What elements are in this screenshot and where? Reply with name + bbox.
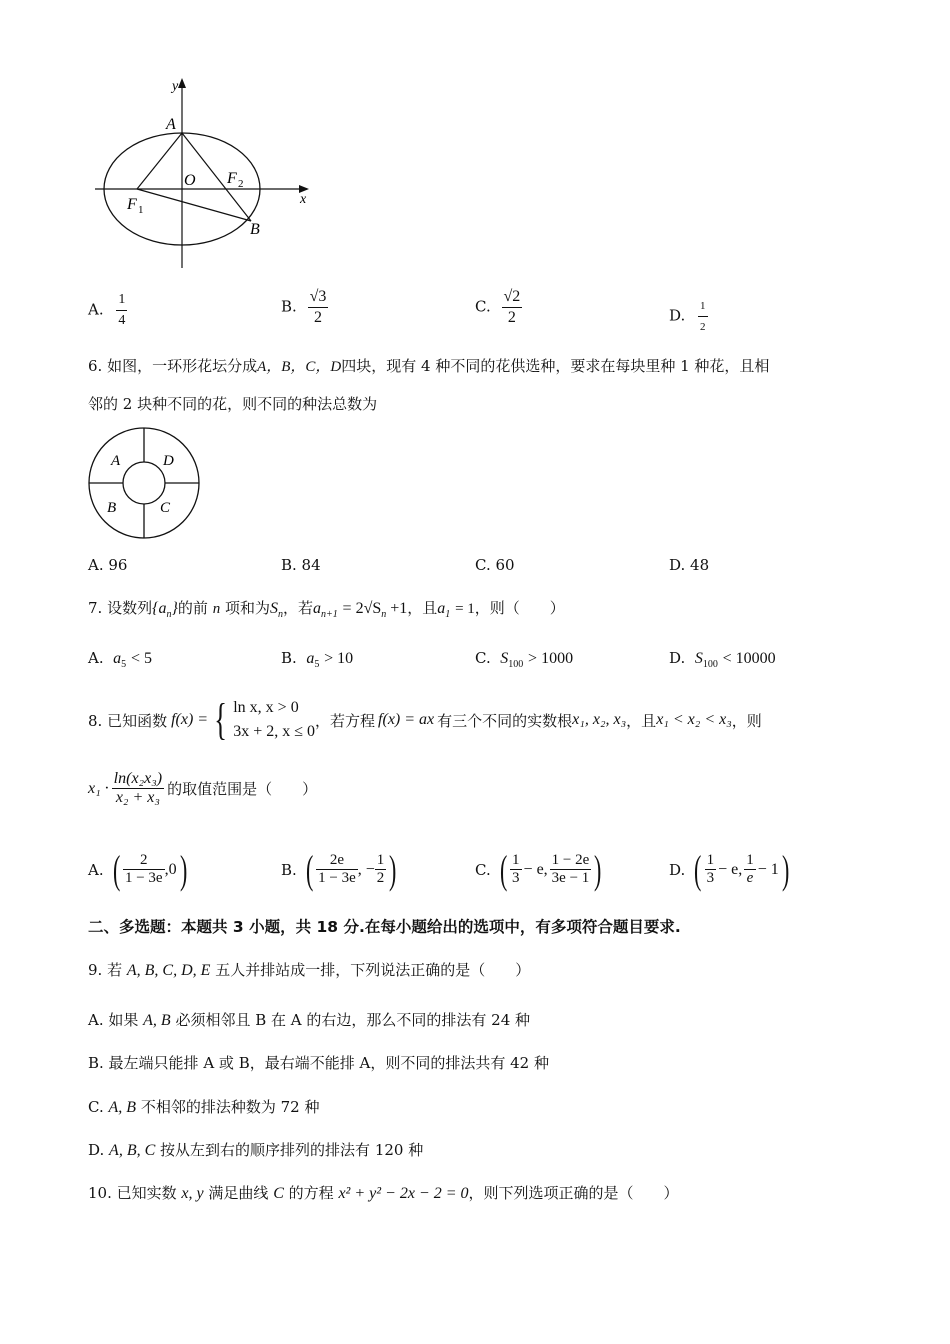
seq-sub: n [166,609,172,620]
expr-denominator: x₂ + x₃ [115,789,160,806]
q6-option-b[interactable]: B. 84 [281,556,321,574]
seq-close: } [171,600,178,617]
option-var: S [694,650,703,667]
ellipse-figure [95,72,320,272]
region-B-label: B [107,500,117,516]
option-rest: − 1 [757,860,779,878]
q8-option-b[interactable]: B. ( $\frac{2e}{1 - 3e}$ , − $\frac{1}{2}$ ) [281,847,397,892]
label-F2-sub: 2 [238,178,244,190]
q9-option-d[interactable] [88,1140,423,1161]
option-text: 必须相邻且 B 在 A 的右边，那么不同的排法有 24 种 [175,1011,531,1029]
option-label: D. [669,860,686,879]
seq-symbol: {a [152,600,167,617]
q7-text: ，且 [407,599,438,617]
option-label: C. [475,649,491,667]
q5-option-d[interactable] [669,296,708,337]
q10-text: ，则下列选项正确的是（ ） [468,1184,679,1202]
frac-num: 1 [746,852,754,868]
option-sub: 100 [508,659,524,670]
expr-numerator: ln(x₂x₃) [113,770,163,787]
option-rel: < 10000 [722,650,776,667]
q8-text: ，则 [731,711,762,730]
frac-num: 1 [512,852,520,868]
var-a1-sub: 1 [445,609,451,620]
var-a-sub: n+1 [321,609,338,620]
q5-option-c[interactable] [475,287,522,328]
label-F1-sub: 1 [138,204,144,216]
option-mid: − e, [718,860,743,878]
option-label: A. 如果 [88,1011,139,1029]
option-label: C. [475,860,491,879]
q9-text: 五人并排站成一排，下列说法正确的是（ ） [215,961,531,979]
option-rel: > 10 [324,650,354,667]
equation: f(x) = ax [378,711,435,728]
piecewise-lhs: f(x) = [171,711,209,728]
region-C-label: C [160,500,171,516]
q6-option-d[interactable]: D. 48 [669,556,710,574]
q8-text: 8. 已知函数 [88,711,168,730]
frac-den: 2 [507,309,516,326]
frac-num: 1 − 2e [551,852,590,868]
frac-den: 1 − 3e [124,870,163,886]
q5-option-b[interactable] [281,287,328,328]
q8-stem-line2 [88,770,317,807]
q8-stem-line1 [88,694,762,746]
label-A: A [166,116,176,133]
q7-option-a[interactable] [88,648,152,675]
q7-stem [88,598,565,625]
option-label: D. [669,306,686,325]
q6-letters: A，B，C，D [257,359,342,375]
option-rest: ,0 [164,860,177,878]
segment-F1-B [137,189,251,221]
label-x: x [300,192,307,207]
q10-text: 的方程 [288,1184,334,1202]
q8-text: ，若方程 [315,711,376,730]
curve-equation: x² + y² − 2x − 2 = 0 [338,1185,469,1202]
label-y: y [172,79,179,94]
frac-den: 4 [118,313,126,328]
q7-text: 的前 [177,599,208,617]
q8-text: 的取值范围是（ ） [167,780,318,798]
q5-option-a[interactable] [88,290,127,331]
q7-text: 项和为 [224,599,270,617]
frac-den: 3 [512,870,520,886]
region-D-label: D [163,453,174,469]
frac-num: 1 [376,852,385,868]
q7-option-d[interactable] [669,648,776,675]
roots: x₁, x₂, x₃ [572,711,627,728]
option-sub: 100 [702,659,718,670]
piecewise-case-2: 3x + 2, x ≤ 0 [233,723,316,740]
option-label: C. [475,297,491,316]
q6-text: 6. 如图，一环形花坛分成 [88,357,258,375]
frac-den: 2 [376,870,385,886]
inner-circle [123,462,165,504]
q9-option-b[interactable]: B. 最左端只能排 A 或 B，最右端不能排 A，则不同的排法共有 42 种 [88,1054,549,1072]
option-label: B. [281,649,297,667]
frac-num: 1 [116,290,127,311]
option-var: S [500,650,509,667]
expr-prefix: x₁ · [88,779,109,797]
option-sub: 5 [121,659,127,670]
option-label: A. [88,649,104,667]
label-O: O [184,172,196,189]
q6-stem-line2: 邻的 2 块种不同的花，则不同的种法总数为 [88,395,378,413]
option-sub: 5 [314,659,320,670]
q10-vars: x, y [181,1185,204,1202]
frac-num: 1 [706,852,715,868]
q9-text: 9. 若 [88,961,123,979]
option-label: A. [88,300,104,319]
q7-option-b[interactable] [281,648,353,675]
y-axis-arrow [178,78,186,88]
section-heading: 二、多选题：本题共 3 小题，共 18 分.在每小题给出的选项中，有多项符合题目要求. [88,918,681,936]
q8-text: 有三个不同的实数根 [437,711,573,730]
option-label: D. [88,1141,105,1159]
frac-num: √2 [502,287,523,308]
option-label: B. [281,860,297,879]
frac-num: √3 [308,287,329,308]
roots-order: x₁ < x₂ < x₃ [656,711,732,728]
frac-den: 2 [313,309,322,326]
option-label: A. [88,860,104,879]
q6-option-c[interactable]: C. 60 [475,556,515,574]
var-a: a [313,600,322,617]
option-label: C. [88,1098,104,1116]
recurrence-post: +1 [390,600,408,617]
frac-den: 3 [706,870,715,886]
q9-option-a[interactable] [88,1010,530,1031]
frac-den: 2 [700,321,706,333]
left-brace: { [214,695,227,744]
q7-text: 7. 设数列 [88,599,153,617]
frac-den: 1 − 3e [318,870,356,886]
q6-stem-line1 [88,356,769,377]
option-rel: < 5 [130,650,152,667]
option-var: A, B, C [109,1142,156,1159]
q7-option-c[interactable] [475,648,573,675]
frac-num: 1 [698,296,708,317]
recurrence-sub: n [381,609,387,620]
q8-text: ，且 [626,711,657,730]
piecewise-case-1: ln x, x > 0 [233,699,299,716]
region-A-label: A [111,453,121,469]
frac-num: 2 [123,852,165,870]
label-F2: F [227,170,237,187]
option-var: a [306,650,315,667]
q9-option-c[interactable] [88,1097,319,1118]
q8-option-a[interactable]: A. ( $\frac{2}{1 - 3e}$ ,0 ) [88,847,187,892]
q8-option-c[interactable]: C. ( $\frac{1}{3}$ − e, $\frac{1 - 2e}{3e - 1}$ ) [475,847,602,892]
frac-den: e [746,870,754,886]
recurrence: = 2√S [342,600,382,617]
q9-letters: A, B, C, D, E [126,962,211,979]
label-B: B [250,221,260,238]
option-mid: − e, [523,860,548,878]
option-label: B. [281,297,297,316]
var-a1: a [437,600,446,617]
frac-den: 3e − 1 [551,870,590,886]
option-mid: , − [357,860,375,878]
q7-text: ，若 [283,599,314,617]
q9-stem [88,960,530,981]
var-S-sub: n [278,609,283,620]
var-n: n [212,601,221,617]
option-label: D. [669,649,686,667]
q6-text: 四块，现有 4 种不同的花供选种，要求在每块里种 1 种花，且相 [341,357,770,375]
q8-option-d[interactable]: D. ( $\frac{1}{3}$ − e, $\frac{1}{e}$ − 1 ) [669,847,790,892]
option-rel: > 1000 [528,650,574,667]
q10-text: 满足曲线 [208,1184,269,1202]
q10-text: 10. 已知实数 [88,1184,177,1202]
ring-flowerbed-figure [86,425,202,541]
label-F1: F [127,196,137,213]
a1-value: = 1 [455,601,475,617]
q6-option-a[interactable]: A. 96 [88,556,128,574]
option-var: a [113,650,122,667]
option-var: A, B [143,1012,171,1029]
curve-C: C [273,1185,284,1202]
q7-text: ，则（ ） [474,599,565,617]
var-S: S [270,600,278,617]
segment-F1-A [137,133,182,189]
option-text: 不相邻的排法种数为 72 种 [140,1098,320,1116]
q10-stem [88,1183,679,1204]
frac-num: 2e [316,852,358,870]
option-text: 按从左到右的顺序排列的排法有 120 种 [160,1141,424,1159]
option-var: A, B [108,1099,137,1116]
